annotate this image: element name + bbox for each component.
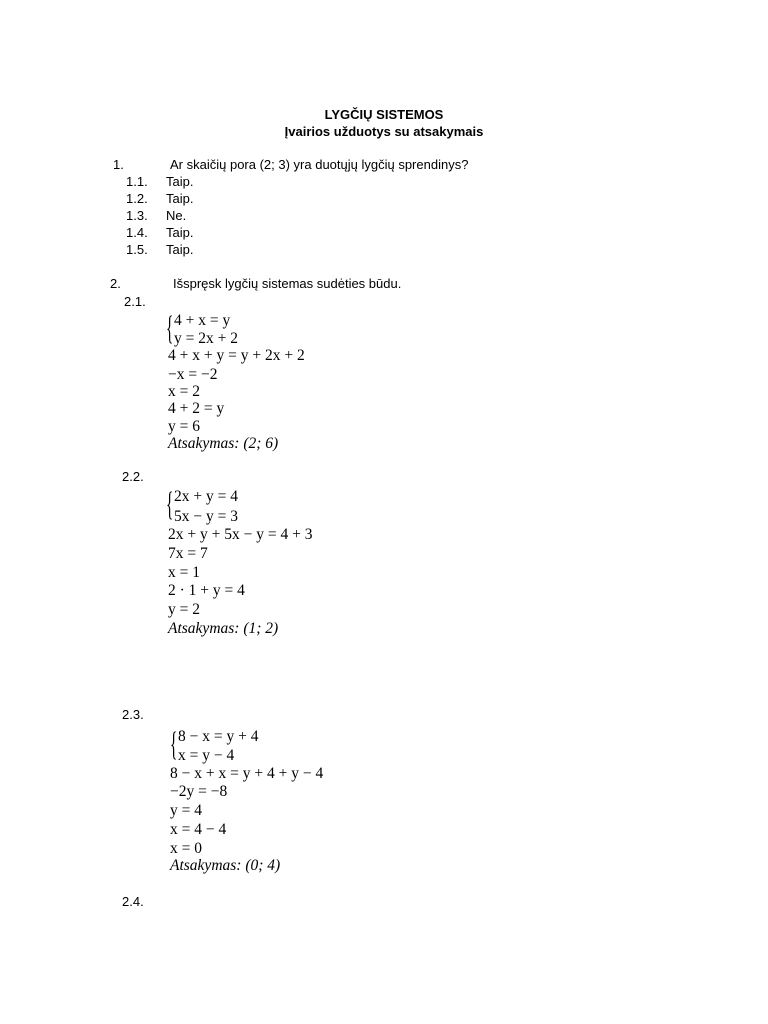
answer-number: 1.4. [126,225,148,240]
answer-line: Atsakymas: (2; 6) [168,435,279,452]
equation: 2 · 1 + y = 4 [168,582,245,599]
answer-text: Ne. [166,208,187,223]
equation: 4 + 2 = y [168,400,225,417]
equation: 2x + y + 5x − y = 4 + 3 [168,526,313,543]
equation: 4 + x + y = y + 2x + 2 [168,347,305,364]
equation: 5x − y = 3 [174,508,238,525]
equation: 8 − x + x = y + 4 + y − 4 [170,765,324,782]
subtask-number: 2.2. [122,469,144,484]
answer-number: 1.1. [126,174,148,189]
equation: 7x = 7 [168,545,208,562]
equation: x = 0 [170,840,202,857]
equation: y = 6 [168,418,200,435]
answer-text: Taip. [166,191,194,206]
answer-number: 1.2. [126,191,148,206]
system-brace: { [166,310,174,347]
subtask-number: 2.4. [122,894,144,909]
equation: x = y − 4 [178,747,235,764]
equation: 2x + y = 4 [174,488,238,505]
answer-text: Taip. [166,242,194,257]
system-brace: { [166,486,174,523]
task2-number: 2. [110,276,121,291]
equation: 8 − x = y + 4 [178,728,259,745]
equation: −2y = −8 [170,783,228,800]
page-subtitle: Įvairios užduotys su atsakymais [284,124,484,139]
subtask-number: 2.3. [122,707,144,722]
equation: x = 4 − 4 [170,821,227,838]
answer-number: 1.3. [126,208,148,223]
equation: y = 4 [170,802,202,819]
answer-line: Atsakymas: (1; 2) [168,620,279,637]
equation: x = 2 [168,383,200,400]
subtask-number: 2.1. [124,294,146,309]
answer-line: Atsakymas: (0; 4) [170,857,281,874]
answer-text: Taip. [166,225,194,240]
system-brace: { [170,726,178,763]
equation: −x = −2 [168,366,218,383]
equation: 4 + x = y [174,312,231,329]
equation: y = 2x + 2 [174,330,238,347]
equation: y = 2 [168,601,200,618]
page-title: LYGČIŲ SISTEMOS [324,107,444,122]
equation: x = 1 [168,564,200,581]
task2-text: Išspręsk lygčių sistemas sudėties būdu. [173,276,402,291]
answer-text: Taip. [166,174,194,189]
answer-number: 1.5. [126,242,148,257]
task1-number: 1. [113,157,124,172]
task1-text: Ar skaičių pora (2; 3) yra duotųjų lygčių sprendinys? [170,157,469,172]
